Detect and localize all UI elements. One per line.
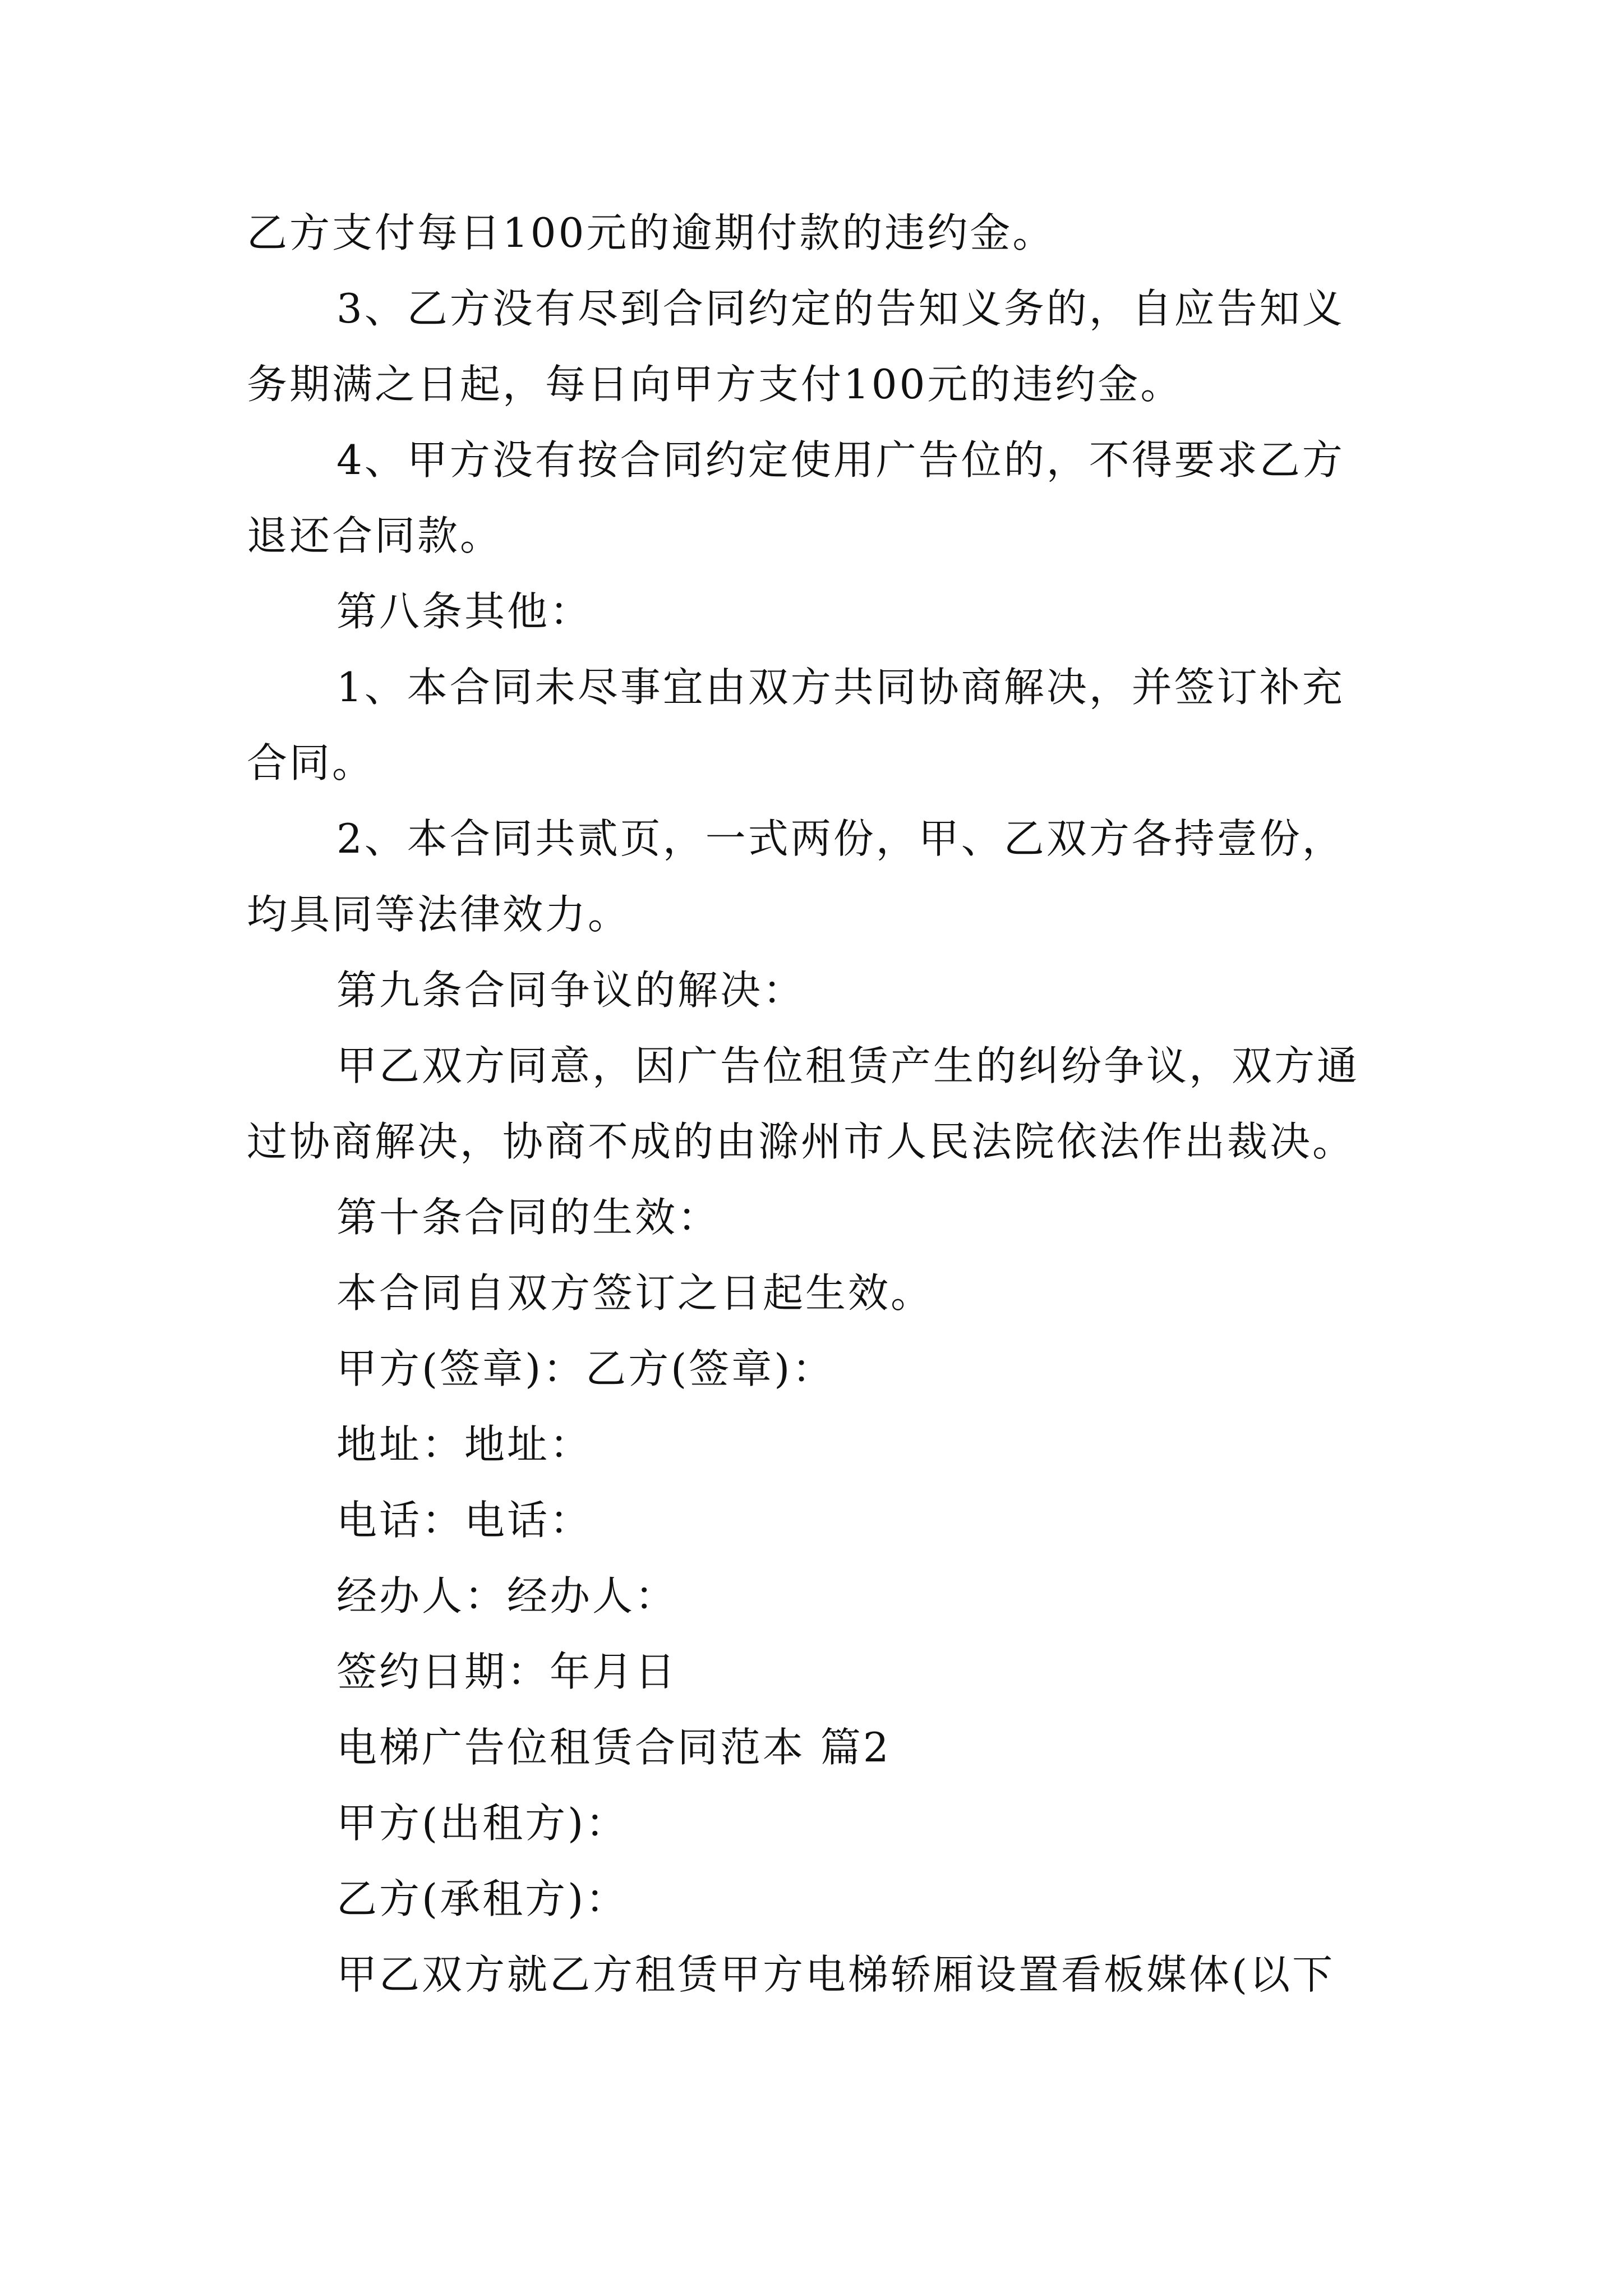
document-title: 电梯广告位租赁合同范本 篇2 bbox=[336, 1724, 891, 1771]
section-heading: 第十条合同的生效： bbox=[336, 1194, 721, 1241]
party-b-field: 乙方(承租方)： bbox=[336, 1875, 629, 1922]
text-line: 退还合同款。 bbox=[247, 512, 503, 559]
handler-field: 经办人：经办人： bbox=[336, 1572, 678, 1619]
text-line: 务期满之日起，每日向甲方支付100元的违约金。 bbox=[247, 361, 1183, 408]
text-line: 4、甲方没有按合同约定使用广告位的，不得要求乙方 bbox=[336, 436, 1345, 484]
section-heading: 第九条合同争议的解决： bbox=[336, 967, 806, 1014]
text-line: 合同。 bbox=[247, 739, 375, 786]
text-line: 甲乙双方同意，因广告位租赁产生的纠纷争议，双方通 bbox=[336, 1042, 1360, 1089]
text-line: 本合同自双方签订之日起生效。 bbox=[336, 1269, 934, 1317]
text-line: 过协商解决，协商不成的由滁州市人民法院依法作出裁决。 bbox=[247, 1118, 1355, 1165]
text-line: 3、乙方没有尽到合同约定的告知义务的，自应告知义 bbox=[336, 285, 1345, 332]
party-a-field: 甲方(出租方)： bbox=[336, 1800, 629, 1847]
section-heading: 第八条其他： bbox=[336, 588, 593, 635]
phone-field: 电话：电话： bbox=[336, 1497, 593, 1544]
date-field: 签约日期：年月日 bbox=[336, 1648, 678, 1695]
text-line: 甲乙双方就乙方租赁甲方电梯轿厢设置看板媒体(以下 bbox=[336, 1951, 1335, 1998]
text-line: 1、本合同未尽事宜由双方共同协商解决，并签订补充 bbox=[336, 664, 1345, 711]
text-line: 均具同等法律效力。 bbox=[247, 891, 631, 938]
text-line: 乙方支付每日100元的逾期付款的违约金。 bbox=[247, 209, 1055, 256]
signature-field: 甲方(签章)：乙方(签章)： bbox=[336, 1345, 835, 1392]
address-field: 地址：地址： bbox=[336, 1421, 593, 1468]
text-line: 2、本合同共贰页，一式两份，甲、乙双方各持壹份， bbox=[336, 815, 1345, 862]
